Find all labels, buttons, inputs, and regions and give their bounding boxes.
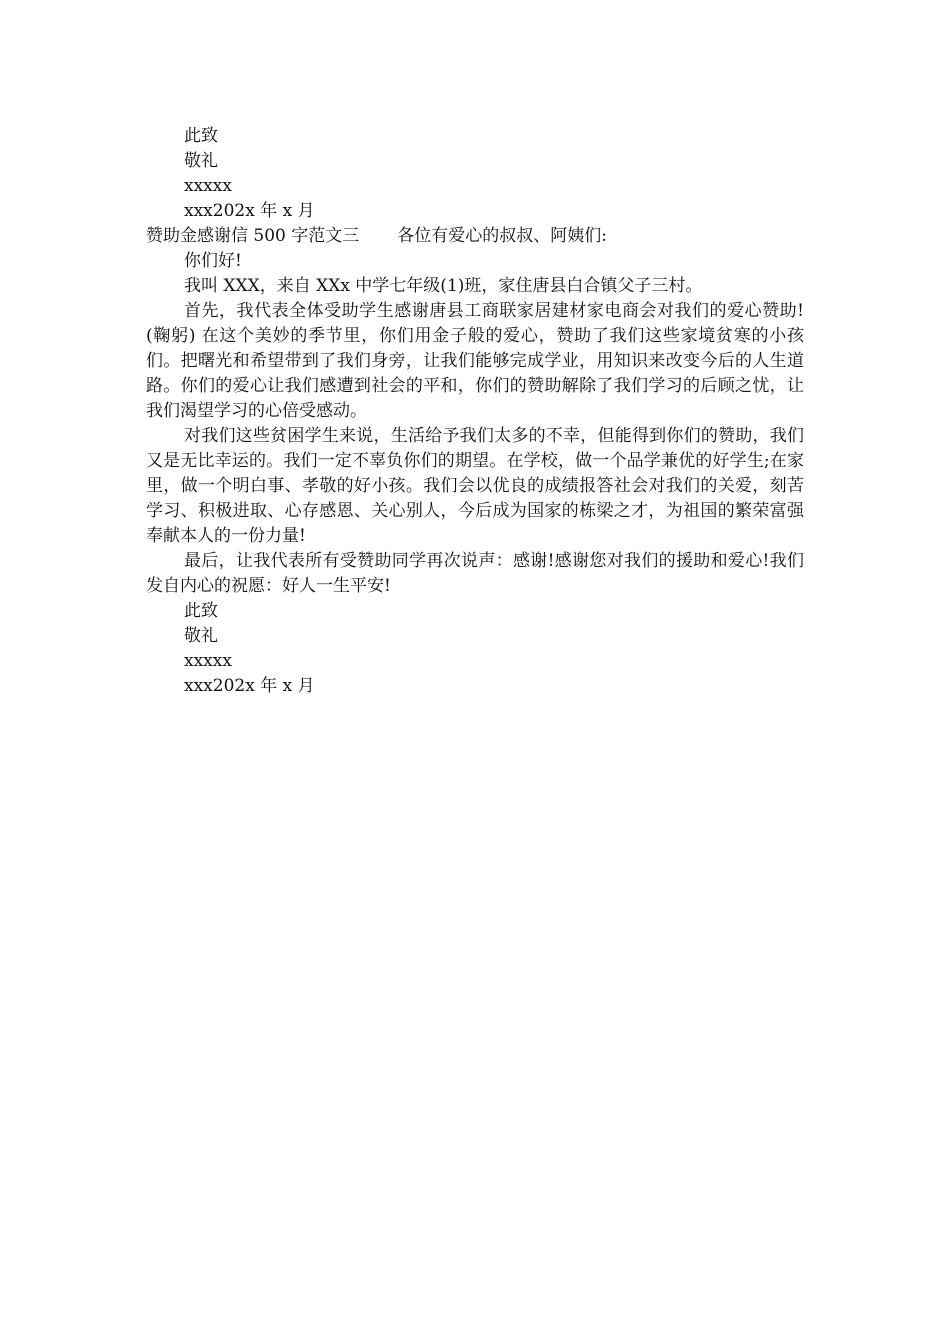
closing-date: xxx202x 年 x 月 bbox=[184, 201, 315, 221]
closing-signer: xxxxx bbox=[184, 651, 232, 671]
closing-salutation: 此致 bbox=[184, 601, 218, 621]
letter-title-row bbox=[146, 224, 804, 249]
body-paragraph: 首先，我代表全体受助学生感谢唐县工商联家居建材家电商会对我们的爱心赞助!(鞠躬) 在这个美妙的季节里，你们用金子般的爱心，赞助了我们这些家境贫寒的小孩们。把曙光和希望带到了我们身旁，让我们能够完成学业，用知识来改变今后的人生道路。你们的爱心让我们感遭到社会的平和，你们的赞助解除了我们学习的后顾之忧，让我们渴望学习的心倍受感动。 bbox=[146, 301, 804, 421]
document-page bbox=[146, 124, 804, 699]
closing-regards: 敬礼 bbox=[184, 151, 218, 171]
letter-title: 赞助金感谢信 500 字范文三 bbox=[146, 226, 360, 246]
closing-salutation: 此致 bbox=[184, 126, 218, 146]
body-paragraph: 我叫 XXX，来自 XXx 中学七年级(1)班，家住唐县白合镇父子三村。 bbox=[184, 276, 703, 296]
body-paragraph: 最后，让我代表所有受赞助同学再次说声：感谢!感谢您对我们的援助和爱心!我们发自内心的祝愿：好人一生平安! bbox=[146, 551, 804, 596]
closing-signer: xxxxx bbox=[184, 176, 232, 196]
closing-date: xxx202x 年 x 月 bbox=[184, 676, 315, 696]
closing-regards: 敬礼 bbox=[184, 626, 218, 646]
body-paragraph: 对我们这些贫困学生来说，生活给予我们太多的不幸，但能得到你们的赞助，我们又是无比幸运的。我们一定不辜负你们的期望。在学校，做一个品学兼优的好学生;在家里，做一个明白事、孝敬的好小孩。我们会以优良的成绩报答社会对我们的关爱，刻苦学习、积极进取、心存感恩、关心别人，今后成为国家的栋梁之才，为祖国的繁荣富强奉献本人的一份力量! bbox=[146, 426, 804, 546]
letter-greeting: 各位有爱心的叔叔、阿姨们: bbox=[397, 226, 607, 246]
letter-hello: 你们好! bbox=[184, 251, 242, 271]
